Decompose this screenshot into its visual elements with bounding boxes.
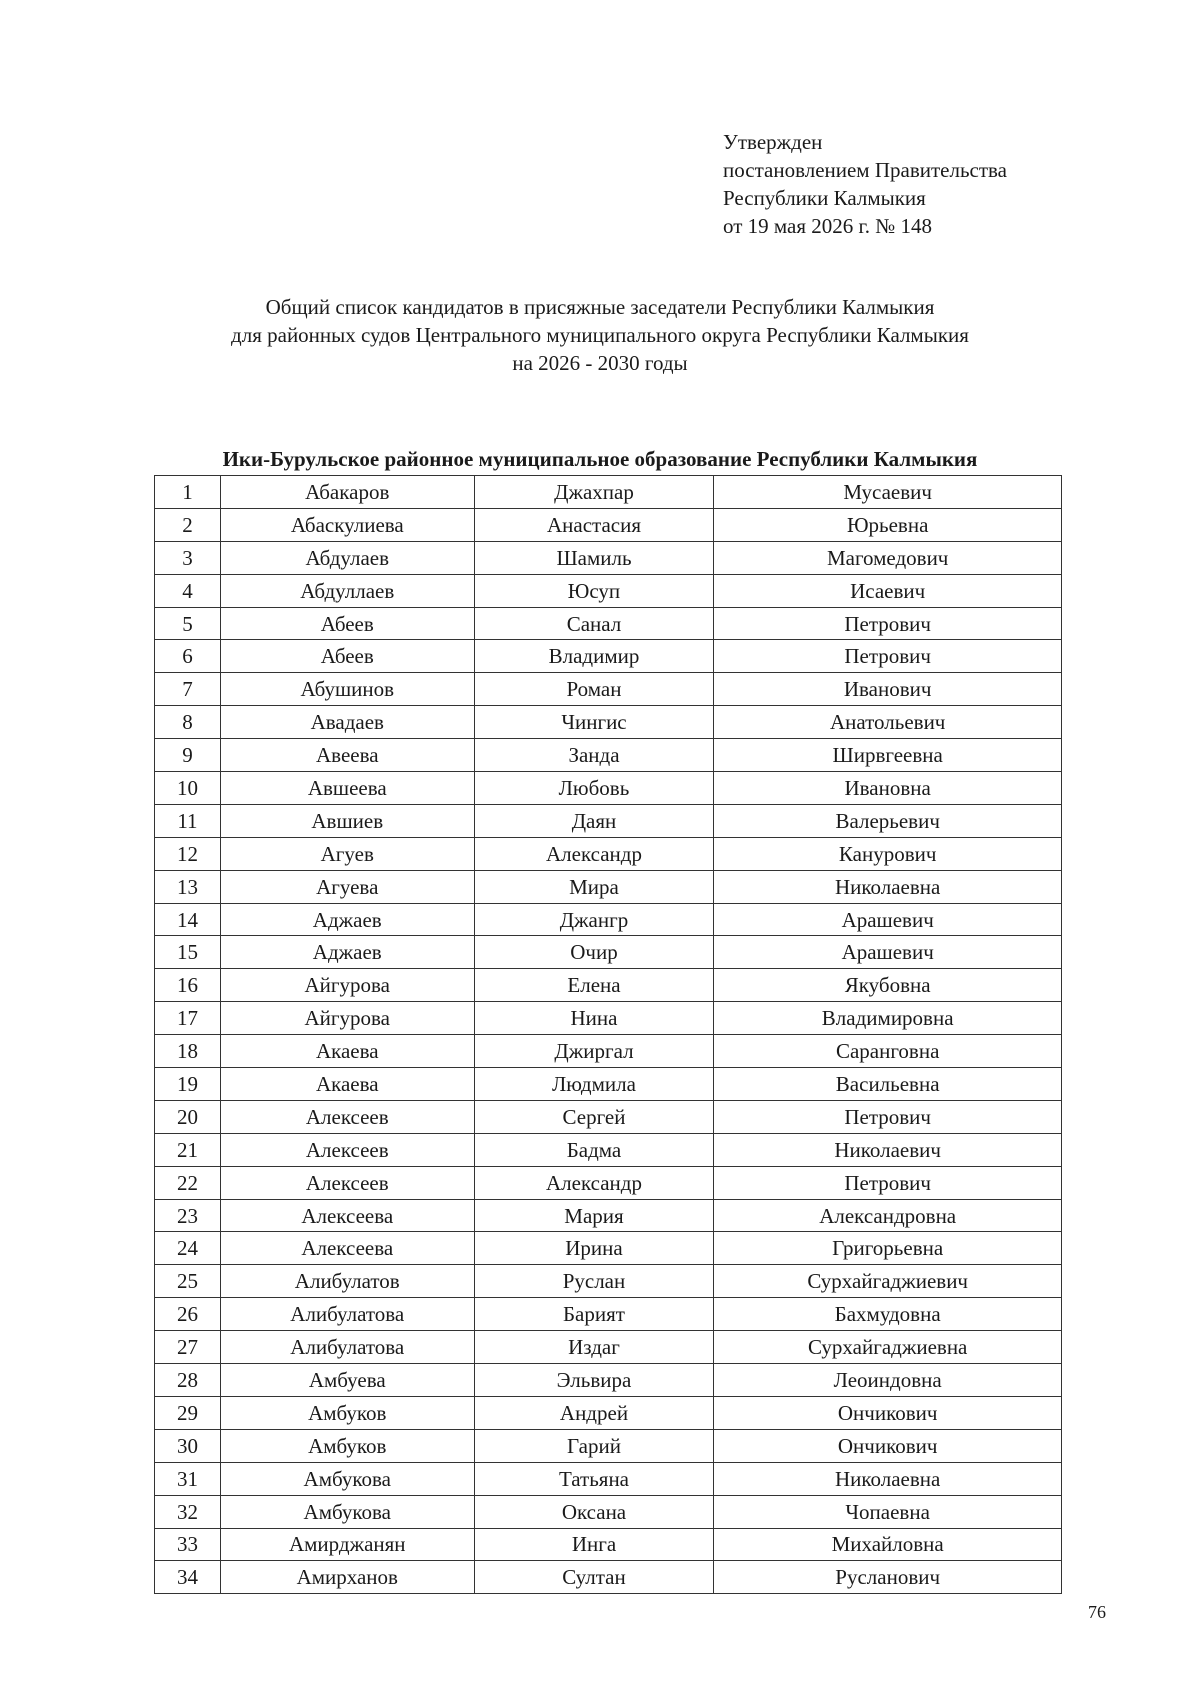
table-row — [155, 508, 1062, 541]
table-row — [155, 706, 1062, 739]
document-title — [140, 293, 1060, 377]
patronymic-cell: Саранговна — [714, 1035, 1062, 1068]
surname-cell: Алибулатова — [220, 1331, 474, 1364]
row-number-cell: 12 — [155, 837, 221, 870]
surname-cell: Амирханов — [220, 1561, 474, 1594]
patronymic-cell: Александровна — [714, 1199, 1062, 1232]
table-row — [155, 673, 1062, 706]
row-number-cell: 3 — [155, 541, 221, 574]
row-number-cell: 4 — [155, 574, 221, 607]
table-row — [155, 1068, 1062, 1101]
row-number-cell: 8 — [155, 706, 221, 739]
table-row — [155, 607, 1062, 640]
surname-cell: Алексеев — [220, 1133, 474, 1166]
patronymic-cell: Николаевна — [714, 1462, 1062, 1495]
surname-cell: Амирджанян — [220, 1528, 474, 1561]
patronymic-cell: Арашевич — [714, 936, 1062, 969]
given-name-cell: Руслан — [474, 1265, 714, 1298]
surname-cell: Абдулаев — [220, 541, 474, 574]
given-name-cell: Владимир — [474, 640, 714, 673]
row-number-cell: 21 — [155, 1133, 221, 1166]
table-row — [155, 1495, 1062, 1528]
row-number-cell: 30 — [155, 1429, 221, 1462]
table-row — [155, 1462, 1062, 1495]
table-row — [155, 1528, 1062, 1561]
patronymic-cell: Петрович — [714, 640, 1062, 673]
surname-cell: Амбуков — [220, 1429, 474, 1462]
title-line-3: на 2026 - 2030 годы — [512, 351, 688, 375]
surname-cell: Алексеева — [220, 1232, 474, 1265]
row-number-cell: 33 — [155, 1528, 221, 1561]
approval-stamp — [723, 128, 1007, 240]
row-number-cell: 18 — [155, 1035, 221, 1068]
given-name-cell: Андрей — [474, 1396, 714, 1429]
row-number-cell: 5 — [155, 607, 221, 640]
given-name-cell: Очир — [474, 936, 714, 969]
surname-cell: Аджаев — [220, 903, 474, 936]
surname-cell: Авеева — [220, 739, 474, 772]
table-row — [155, 1035, 1062, 1068]
given-name-cell: Джахпар — [474, 476, 714, 509]
surname-cell: Амбуков — [220, 1396, 474, 1429]
table-row — [155, 837, 1062, 870]
patronymic-cell: Владимировна — [714, 1002, 1062, 1035]
surname-cell: Абаскулиева — [220, 508, 474, 541]
table-row — [155, 640, 1062, 673]
table-row — [155, 1396, 1062, 1429]
given-name-cell: Татьяна — [474, 1462, 714, 1495]
table-row — [155, 1429, 1062, 1462]
row-number-cell: 26 — [155, 1298, 221, 1331]
surname-cell: Айгурова — [220, 969, 474, 1002]
patronymic-cell: Юрьевна — [714, 508, 1062, 541]
patronymic-cell: Петрович — [714, 1166, 1062, 1199]
surname-cell: Агуева — [220, 870, 474, 903]
surname-cell: Алексеева — [220, 1199, 474, 1232]
patronymic-cell: Русланович — [714, 1561, 1062, 1594]
row-number-cell: 19 — [155, 1068, 221, 1101]
candidates-table — [154, 475, 1062, 1594]
table-row — [155, 739, 1062, 772]
table-row — [155, 574, 1062, 607]
table-row — [155, 1561, 1062, 1594]
patronymic-cell: Ончикович — [714, 1396, 1062, 1429]
given-name-cell: Ирина — [474, 1232, 714, 1265]
row-number-cell: 25 — [155, 1265, 221, 1298]
surname-cell: Абушинов — [220, 673, 474, 706]
patronymic-cell: Леоиндовна — [714, 1364, 1062, 1397]
table-row — [155, 903, 1062, 936]
given-name-cell: Бадма — [474, 1133, 714, 1166]
surname-cell: Алексеев — [220, 1166, 474, 1199]
surname-cell: Амбукова — [220, 1495, 474, 1528]
patronymic-cell: Якубовна — [714, 969, 1062, 1002]
surname-cell: Акаева — [220, 1068, 474, 1101]
row-number-cell: 14 — [155, 903, 221, 936]
patronymic-cell: Сурхайгаджиевич — [714, 1265, 1062, 1298]
given-name-cell: Мира — [474, 870, 714, 903]
page-number: 76 — [1088, 1602, 1106, 1622]
given-name-cell: Инга — [474, 1528, 714, 1561]
row-number-cell: 23 — [155, 1199, 221, 1232]
given-name-cell: Сергей — [474, 1100, 714, 1133]
row-number-cell: 31 — [155, 1462, 221, 1495]
given-name-cell: Издаг — [474, 1331, 714, 1364]
given-name-cell: Санал — [474, 607, 714, 640]
patronymic-cell: Арашевич — [714, 903, 1062, 936]
given-name-cell: Александр — [474, 1166, 714, 1199]
row-number-cell: 7 — [155, 673, 221, 706]
patronymic-cell: Валерьевич — [714, 804, 1062, 837]
surname-cell: Алибулатов — [220, 1265, 474, 1298]
table-row — [155, 1232, 1062, 1265]
row-number-cell: 34 — [155, 1561, 221, 1594]
surname-cell: Акаева — [220, 1035, 474, 1068]
given-name-cell: Мария — [474, 1199, 714, 1232]
approval-line-republic: Республики Калмыкия — [723, 186, 926, 210]
patronymic-cell: Николаевна — [714, 870, 1062, 903]
table-row — [155, 1364, 1062, 1397]
given-name-cell: Джангр — [474, 903, 714, 936]
patronymic-cell: Чопаевна — [714, 1495, 1062, 1528]
candidates-table-body — [155, 476, 1062, 1594]
patronymic-cell: Мусаевич — [714, 476, 1062, 509]
patronymic-cell: Анатольевич — [714, 706, 1062, 739]
surname-cell: Абдуллаев — [220, 574, 474, 607]
surname-cell: Абакаров — [220, 476, 474, 509]
given-name-cell: Юсуп — [474, 574, 714, 607]
surname-cell: Авшеева — [220, 772, 474, 805]
patronymic-cell: Магомедович — [714, 541, 1062, 574]
row-number-cell: 11 — [155, 804, 221, 837]
table-row — [155, 1331, 1062, 1364]
table-row — [155, 1166, 1062, 1199]
row-number-cell: 24 — [155, 1232, 221, 1265]
row-number-cell: 6 — [155, 640, 221, 673]
row-number-cell: 20 — [155, 1100, 221, 1133]
patronymic-cell: Ивановна — [714, 772, 1062, 805]
given-name-cell: Анастасия — [474, 508, 714, 541]
section-heading: Ики-Бурульское районное муниципальное образование Республики Калмыкия — [222, 447, 978, 471]
row-number-cell: 13 — [155, 870, 221, 903]
patronymic-cell: Петрович — [714, 607, 1062, 640]
given-name-cell: Барият — [474, 1298, 714, 1331]
row-number-cell: 27 — [155, 1331, 221, 1364]
surname-cell: Алексеев — [220, 1100, 474, 1133]
table-row — [155, 1100, 1062, 1133]
given-name-cell: Роман — [474, 673, 714, 706]
table-row — [155, 541, 1062, 574]
given-name-cell: Гарий — [474, 1429, 714, 1462]
approval-line-approved: Утвержден — [723, 130, 823, 154]
given-name-cell: Даян — [474, 804, 714, 837]
row-number-cell: 22 — [155, 1166, 221, 1199]
given-name-cell: Елена — [474, 969, 714, 1002]
given-name-cell: Александр — [474, 837, 714, 870]
surname-cell: Алибулатова — [220, 1298, 474, 1331]
table-row — [155, 476, 1062, 509]
table-row — [155, 936, 1062, 969]
patronymic-cell: Васильевна — [714, 1068, 1062, 1101]
surname-cell: Айгурова — [220, 1002, 474, 1035]
surname-cell: Авадаев — [220, 706, 474, 739]
surname-cell: Авшиев — [220, 804, 474, 837]
table-row — [155, 1133, 1062, 1166]
given-name-cell: Занда — [474, 739, 714, 772]
patronymic-cell: Канурович — [714, 837, 1062, 870]
approval-line-date: от 19 мая 2026 г. № 148 — [723, 214, 933, 238]
row-number-cell: 17 — [155, 1002, 221, 1035]
patronymic-cell: Григорьевна — [714, 1232, 1062, 1265]
patronymic-cell: Исаевич — [714, 574, 1062, 607]
given-name-cell: Шамиль — [474, 541, 714, 574]
surname-cell: Амбуева — [220, 1364, 474, 1397]
given-name-cell: Чингис — [474, 706, 714, 739]
approval-line-resolution: постановлением Правительства — [723, 158, 1008, 182]
row-number-cell: 2 — [155, 508, 221, 541]
patronymic-cell: Сурхайгаджиевна — [714, 1331, 1062, 1364]
table-row — [155, 804, 1062, 837]
given-name-cell: Нина — [474, 1002, 714, 1035]
row-number-cell: 28 — [155, 1364, 221, 1397]
patronymic-cell: Ончикович — [714, 1429, 1062, 1462]
given-name-cell: Любовь — [474, 772, 714, 805]
table-row — [155, 1002, 1062, 1035]
row-number-cell: 16 — [155, 969, 221, 1002]
row-number-cell: 9 — [155, 739, 221, 772]
given-name-cell: Оксана — [474, 1495, 714, 1528]
given-name-cell: Султан — [474, 1561, 714, 1594]
title-line-1: Общий список кандидатов в присяжные заседатели Республики Калмыкия — [265, 295, 935, 319]
title-line-2: для районных судов Центрального муниципального округа Республики Калмыкия — [231, 323, 969, 347]
surname-cell: Агуев — [220, 837, 474, 870]
surname-cell: Аджаев — [220, 936, 474, 969]
patronymic-cell: Михайловна — [714, 1528, 1062, 1561]
row-number-cell: 1 — [155, 476, 221, 509]
table-row — [155, 772, 1062, 805]
table-row — [155, 969, 1062, 1002]
patronymic-cell: Ширвгеевна — [714, 739, 1062, 772]
table-row — [155, 1265, 1062, 1298]
patronymic-cell: Петрович — [714, 1100, 1062, 1133]
table-row — [155, 870, 1062, 903]
surname-cell: Амбукова — [220, 1462, 474, 1495]
patronymic-cell: Бахмудовна — [714, 1298, 1062, 1331]
patronymic-cell: Иванович — [714, 673, 1062, 706]
row-number-cell: 32 — [155, 1495, 221, 1528]
surname-cell: Абеев — [220, 640, 474, 673]
table-row — [155, 1199, 1062, 1232]
given-name-cell: Джиргал — [474, 1035, 714, 1068]
given-name-cell: Людмила — [474, 1068, 714, 1101]
row-number-cell: 15 — [155, 936, 221, 969]
surname-cell: Абеев — [220, 607, 474, 640]
row-number-cell: 29 — [155, 1396, 221, 1429]
patronymic-cell: Николаевич — [714, 1133, 1062, 1166]
row-number-cell: 10 — [155, 772, 221, 805]
table-row — [155, 1298, 1062, 1331]
given-name-cell: Эльвира — [474, 1364, 714, 1397]
